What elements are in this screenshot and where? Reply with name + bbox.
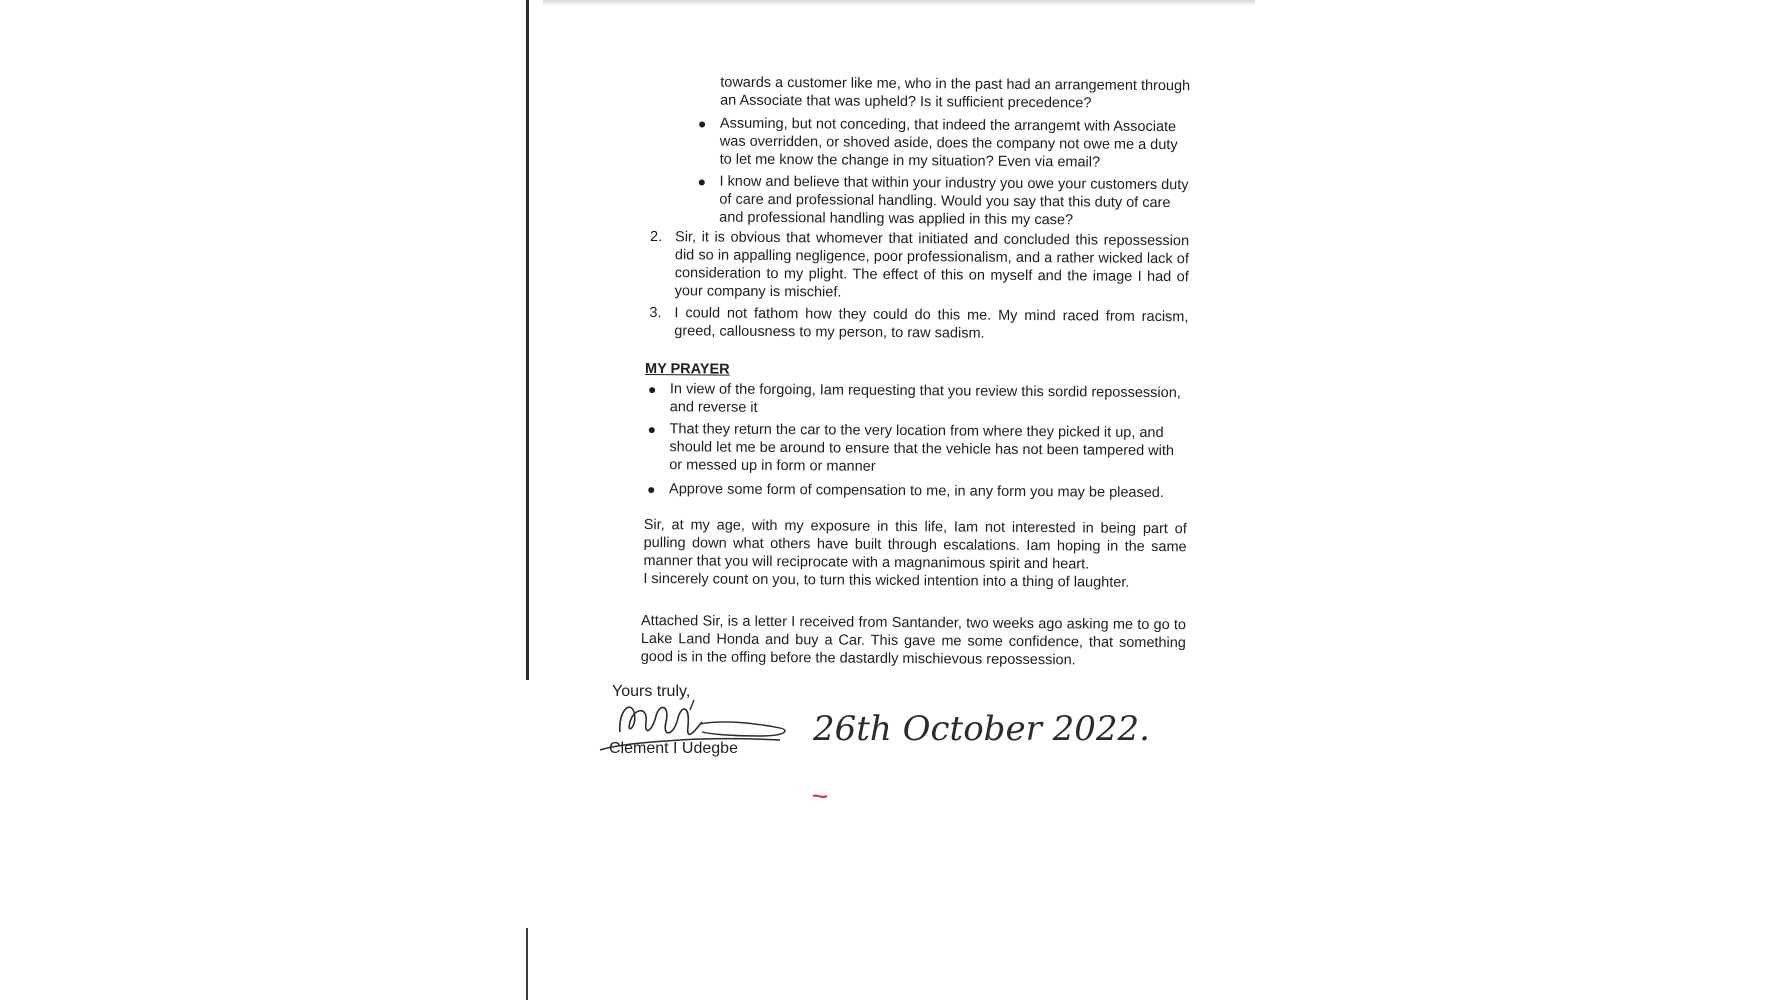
bullet-dot: ● <box>697 173 707 190</box>
prayer-item <box>647 380 1188 420</box>
numbered-item <box>649 228 1190 304</box>
bullet-item <box>697 173 1189 231</box>
bullet-dot: ● <box>647 481 656 498</box>
bullet-dot: ● <box>697 115 707 132</box>
prayer-item <box>647 420 1187 478</box>
paragraph-attached: Attached Sir, is a letter I received from Santander, two weeks ago asking me to go to Lake Land Honda and buy a Car. This gave me some confidence, that something good is in the offing before the dastardly mischievous repossession. <box>640 612 1187 669</box>
numbered-item <box>649 304 1189 344</box>
bullet-text: I know and believe that within your industry you owe your customers duty of care and professional handling. Would you say that this duty of care and professional handling was applied in this my case? <box>719 173 1189 229</box>
closing-line: Yours truly, <box>612 683 691 700</box>
bullet-item <box>697 115 1190 173</box>
numbered-text: I could not fathom how they could do this me. My mind raced from racism, greed, callousness to my person, to raw sadism. <box>674 305 1189 342</box>
number-marker: 3. <box>649 305 662 322</box>
number-marker: 2. <box>649 229 663 246</box>
prayer-text: That they return the car to the very location from where they picked it up, and should let me be around to ensure that the vehicle has not been tampered with or messed up in form or manner <box>669 421 1175 475</box>
prayer-item <box>647 480 1187 502</box>
bullet-dot: ● <box>647 381 657 398</box>
prayer-text: In view of the forgoing, Iam requesting that you review this sordid repossession, and reverse it <box>669 381 1181 416</box>
signer-name: Clement I Udegbe <box>609 740 738 757</box>
red-ink-mark <box>812 793 828 801</box>
handwritten-date-text: 26th October 2022. <box>813 709 1150 749</box>
handwritten-date <box>805 700 1150 760</box>
bullet-dot: ● <box>647 421 657 438</box>
bullet-continuation <box>720 74 1190 114</box>
numbered-text: Sir, it is obvious that whomever that initiated and concluded this repossession did so in appalling negligence, poor professionalism, and a rather wicked lack of consideration to my plight. The effect of this on myself and the image I had of your company is mischief. <box>674 229 1190 301</box>
paragraph-age: Sir, at my age, with my exposure in this life, Iam not interested in being part of pulling down what others have built through escalations. Iam hoping in the same manner that you will reciprocate with a magnanimous spirit and heart. <box>643 516 1187 573</box>
bullet-text: towards a customer like me, who in the past had an arrangement through an Associate that was upheld? Is it sufficient precedence? <box>720 74 1191 112</box>
bullet-text: Assuming, but not conceding, that indeed the arrangemt with Associate was overridden, or shoved aside, does the company not owe me a duty to let me know the change in my situation? Even via email? <box>719 115 1178 171</box>
prayer-text: Approve some form of compensation to me, in any form you may be pleased. <box>669 481 1164 502</box>
paragraph-count: I sincerely count on you, to turn this wicked intention into a thing of laughter. <box>643 570 1130 591</box>
prayer-heading: MY PRAYER <box>644 360 730 378</box>
